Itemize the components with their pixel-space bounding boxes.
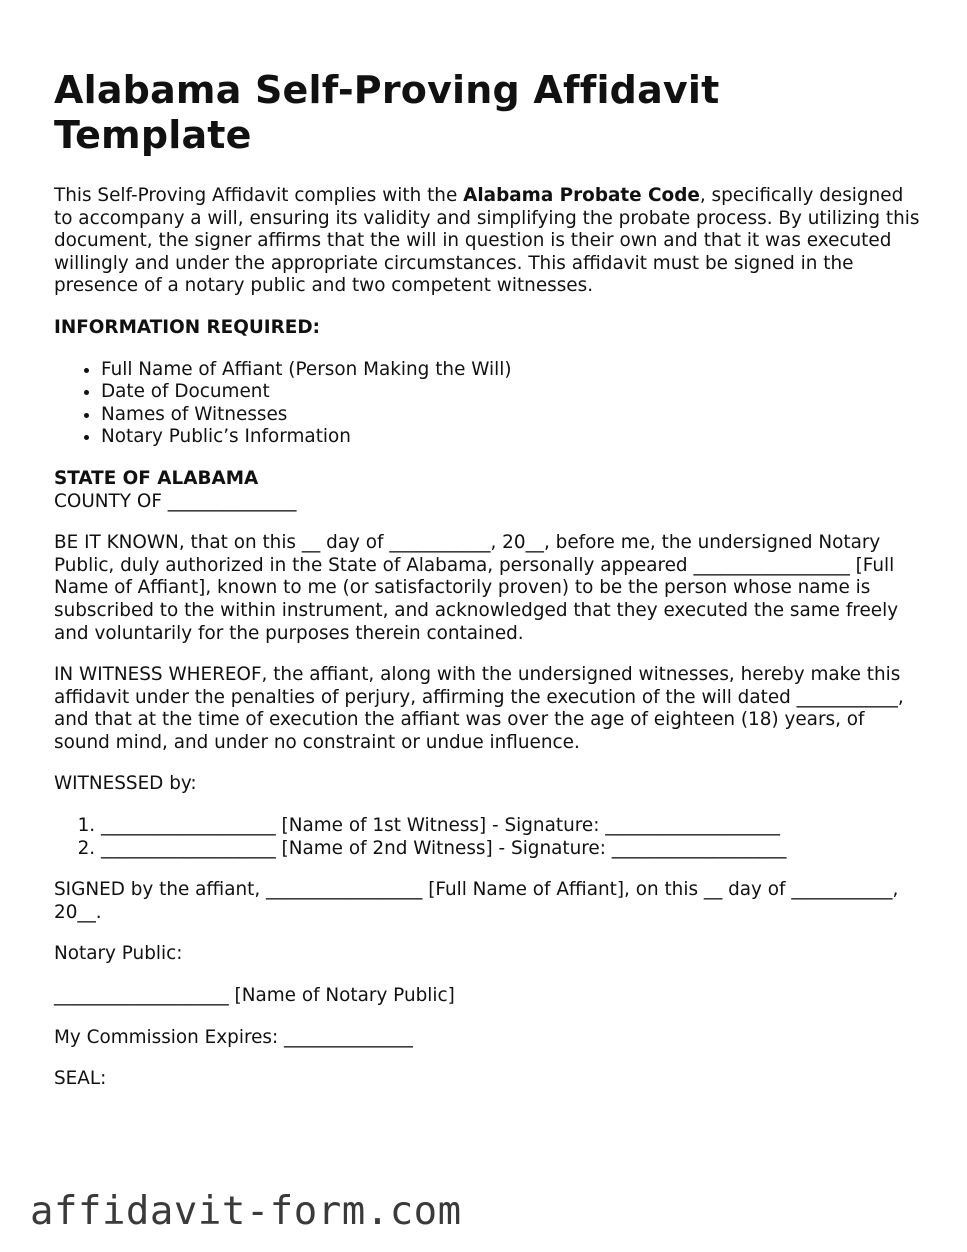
witness-line: 1. ___________________ [Name of 1st Witness] - Signature: ___________________ (101, 815, 924, 838)
info-item: • Names of Witnesses (101, 404, 924, 427)
witness-line: 2. ___________________ [Name of 2nd Witness] - Signature: ___________________ (101, 838, 924, 861)
signed-by-paragraph: SIGNED by the affiant, _________________ [Full Name of Affiant], on this __ day of ___________, 20__. (54, 879, 899, 923)
info-required-list (54, 359, 924, 449)
intro-text-start: This Self-Proving Affidavit complies with the (54, 185, 464, 206)
info-required-heading: INFORMATION REQUIRED: (54, 316, 320, 338)
intro-bold-code: Alabama Probate Code (463, 185, 700, 206)
site-watermark: affidavit-form.com (30, 1189, 462, 1234)
document-page (54, 68, 924, 1110)
intro-text-end: , specifically designed to accompany a will, ensuring its validity and simplifying the probate process. By utilizing this document, the signer affirms that the will in question is their own and that it was executed willingly and under the appropriate circumstances. This affidavit must be signed in the presence of a notary public and two competent witnesses. (54, 185, 920, 297)
county-line: COUNTY OF ______________ (54, 490, 297, 512)
state-heading: STATE OF ALABAMA (54, 467, 259, 489)
witnessed-by-label: WITNESSED by: (54, 773, 197, 795)
notary-label: Notary Public: (54, 943, 183, 965)
info-item: • Full Name of Affiant (Person Making the Will) (101, 359, 924, 382)
document-title: Alabama Self-Proving Affidavit Template (54, 68, 720, 157)
intro-paragraph (54, 185, 924, 298)
info-item: • Notary Public’s Information (101, 426, 924, 449)
notary-name-line: ___________________ [Name of Notary Public] (54, 985, 455, 1007)
commission-expires-line: My Commission Expires: ______________ (54, 1026, 413, 1048)
be-it-known-paragraph: BE IT KNOWN, that on this __ day of ___________, 20__, before me, the undersigned Notary Public, duly authorized in the State of Alabama, personally appeared _________________ [Full Name of Affiant], known to me (or satisfactorily proven) to be the person whose name is subscribed to the within instrument, and acknowledged that they executed the same freely and voluntarily for the purposes therein contained. (54, 532, 899, 644)
info-item: • Date of Document (101, 381, 924, 404)
in-witness-paragraph: IN WITNESS WHEREOF, the affiant, along with the undersigned witnesses, hereby make this affidavit under the penalties of perjury, affirming the execution of the will dated ___________, and that at the time of execution the affiant was over the age of eighteen (18) years, of sound mind, and under no constraint or undue influence. (54, 664, 904, 753)
witness-list (54, 815, 924, 860)
seal-label: SEAL: (54, 1068, 107, 1090)
venue-block (54, 468, 924, 513)
